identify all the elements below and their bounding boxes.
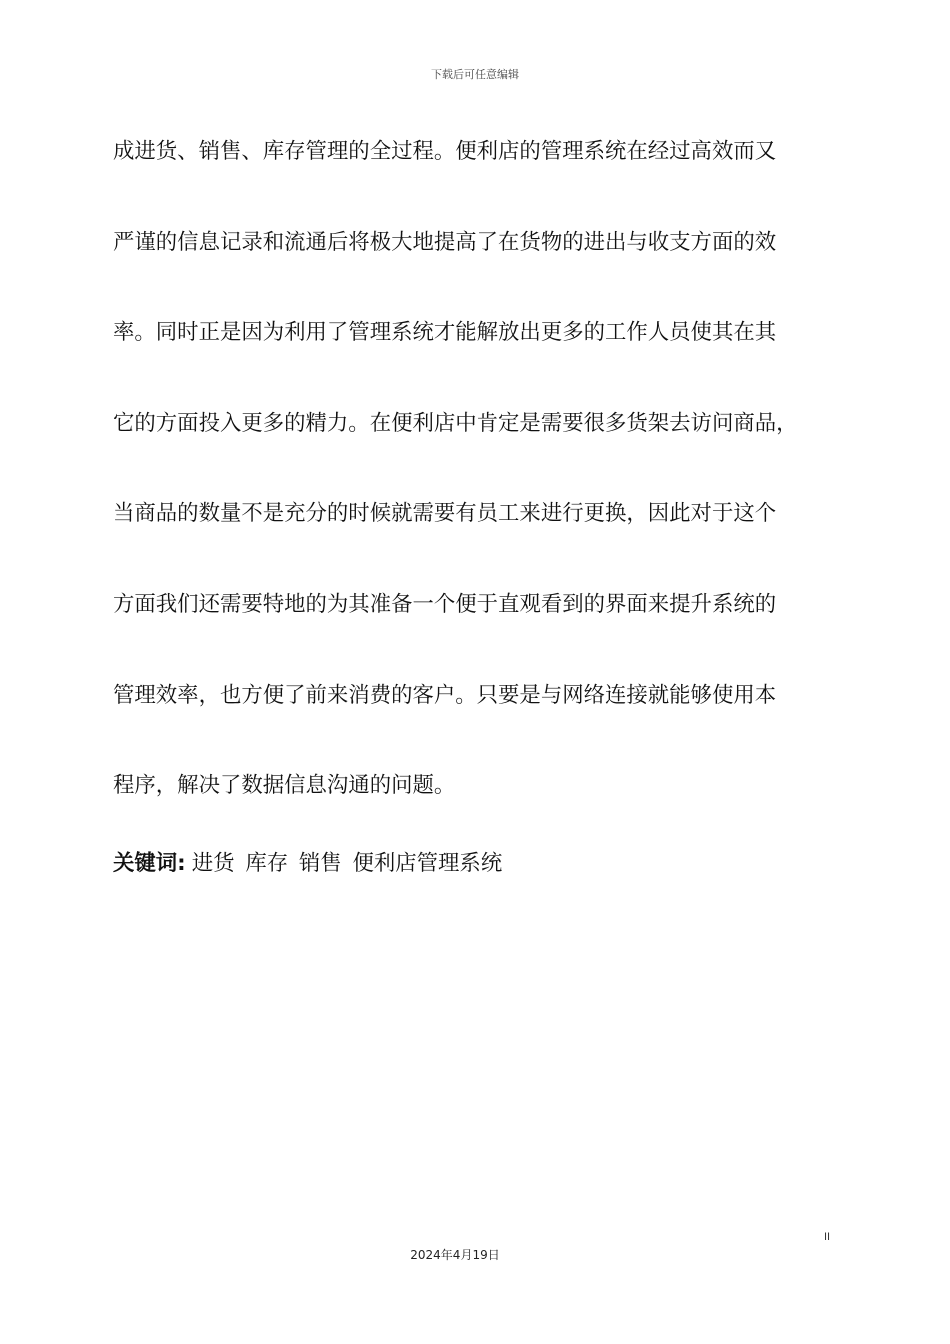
keywords-value: 进货 库存 销售 便利店管理系统	[191, 851, 503, 876]
page-header: 下载后可任意编辑	[431, 68, 519, 81]
body-line: 成进货、销售、库存管理的全过程。便利店的管理系统在经过高效而又	[113, 139, 777, 164]
abstract-body	[113, 130, 843, 855]
body-line: 管理效率，也方便了前来消费的客户。只要是与网络连接就能够使用本	[113, 682, 777, 708]
body-line: 当商品的数量不是充分的时候就需要有员工来进行更换，因此对于这个	[113, 501, 777, 527]
body-line: 程序，解决了数据信息沟通的问题。	[113, 773, 456, 799]
body-line: 严谨的信息记录和流通后将极大地提高了在货物的进出与收支方面的效	[113, 229, 777, 255]
body-line: 方面我们还需要特地的为其准备一个便于直观看到的界面来提升系统的	[113, 591, 777, 617]
body-line: 它的方面投入更多的精力。在便利店中肯定是需要很多货架去访问商品，	[113, 410, 798, 436]
page-number: II	[824, 1231, 831, 1243]
body-line: 率。同时正是因为利用了管理系统才能解放出更多的工作人员使其在其	[113, 320, 777, 346]
keywords-label: 关键词:	[113, 851, 186, 876]
page-footer-date: 2024年4月19日	[410, 1248, 500, 1262]
keywords-line	[113, 846, 843, 882]
